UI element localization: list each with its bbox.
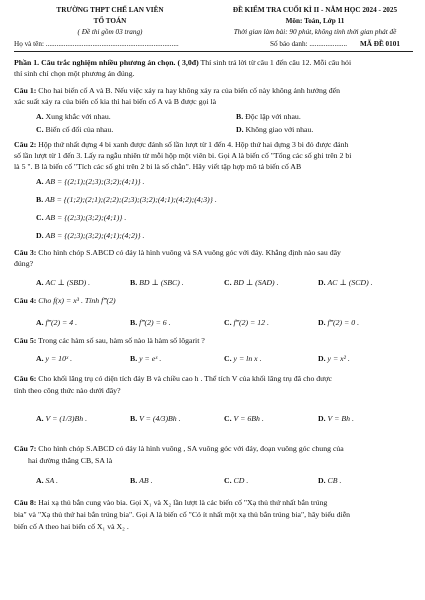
- option-letter: B.: [236, 112, 244, 121]
- option-text: f‴(2) = 0 .: [327, 318, 360, 327]
- option-b[interactable]: [130, 476, 153, 486]
- option-text: SA .: [45, 476, 58, 485]
- question-text: Cho hai biến cố A và B. Nếu việc xảy ra hay không xảy ra của biến cố này không ảnh hưởng đến: [38, 86, 340, 95]
- question-label: Câu 5:: [14, 336, 37, 345]
- question-label: Câu 6:: [14, 374, 37, 383]
- option-text: BD ⊥ (SBC) .: [139, 278, 184, 287]
- option-letter: B.: [130, 476, 138, 485]
- time-note: Thời gian làm bài: 90 phút, không tính thời gian phát đề: [233, 28, 397, 36]
- exam-title: ĐỀ KIỂM TRA CUỐI KÌ II - NĂM HỌC 2024 - 2025: [232, 6, 398, 14]
- option-text: f‴(2) = 12 .: [233, 318, 269, 327]
- option-d[interactable]: [36, 231, 145, 241]
- option-letter: A.: [36, 177, 44, 186]
- question-text: là 5 ". B là biến cố "Tích các số ghi trên 2 bi là số chẵn". Hãy viết tập hợp mô tả biến cố AB: [14, 162, 302, 171]
- question-text: Cho khối lăng trụ có diện tích đáy B và chiều cao h . Thể tích V của khối lăng trụ đã cho được: [38, 374, 332, 383]
- question-text: tính theo công thức nào dưới đây?: [14, 386, 121, 395]
- question-2: [14, 140, 348, 150]
- option-text: V = Bh .: [327, 414, 354, 423]
- option-text: BD ⊥ (SAD) .: [233, 278, 279, 287]
- part1-title: Phần 1. Câu trắc nghiệm nhiều phương án chọn. ( 3,0đ): [14, 58, 199, 67]
- option-letter: A.: [36, 414, 44, 423]
- option-letter: D.: [318, 318, 326, 327]
- option-letter: C.: [224, 354, 232, 363]
- option-c[interactable]: [224, 476, 248, 486]
- option-letter: B.: [130, 414, 138, 423]
- option-text: Xung khắc với nhau.: [45, 112, 111, 121]
- question-8: [14, 498, 327, 508]
- option-text: AB = {(1;2);(2;1);(2;2);(2;3);(3;2);(4;1);(4;2);(4;3)} .: [45, 195, 217, 204]
- option-d[interactable]: [318, 414, 354, 424]
- question-label: Câu 2:: [14, 140, 37, 149]
- option-a[interactable]: [36, 414, 87, 424]
- question-text: biến cố A theo hai biến cố X₁ và X₂ .: [14, 522, 129, 531]
- option-d[interactable]: [318, 278, 373, 288]
- question-text: đúng?: [14, 259, 34, 268]
- option-letter: C.: [224, 278, 232, 287]
- question-text: Cho f(x) = x³ . Tính f‴(2): [38, 296, 116, 305]
- option-b[interactable]: [130, 278, 184, 288]
- school-name: TRƯỜNG THPT CHẾ LAN VIÊN: [56, 6, 164, 14]
- option-letter: A.: [36, 318, 44, 327]
- option-letter: B.: [130, 278, 138, 287]
- question-text: bia" và "Xạ thủ thứ hai bắn trúng bia". Gọi A là biến cố "Có ít nhất một xạ thủ bắn trúng bia", hãy biểu diễn: [14, 510, 351, 519]
- question-label: Câu 7:: [14, 444, 37, 453]
- option-letter: D.: [236, 125, 244, 134]
- question-text: Hộp thứ nhất đựng 4 bi xanh được đánh số lần lượt từ 1 đến 4. Hộp thứ hai đựng 3 bi đỏ được đánh: [38, 140, 349, 149]
- option-text: y = ln x .: [233, 354, 262, 363]
- option-text: CB .: [327, 476, 342, 485]
- option-a[interactable]: [36, 177, 145, 187]
- option-letter: A.: [36, 354, 44, 363]
- question-4: [14, 296, 116, 306]
- option-c[interactable]: [224, 414, 264, 424]
- option-b[interactable]: [130, 414, 181, 424]
- exam-code: MÃ ĐỀ 0101: [360, 40, 400, 48]
- option-letter: C.: [36, 213, 44, 222]
- option-d[interactable]: [318, 354, 350, 364]
- part1-intro-2: thí sinh chỉ chọn một phương án đúng.: [14, 69, 135, 78]
- option-text: Biến cố đối của nhau.: [45, 125, 114, 134]
- option-text: AB = {(2;3);(3;2);(4;1)} .: [45, 213, 127, 222]
- option-a[interactable]: [36, 354, 72, 364]
- pages-note: ( Đề thi gồm 03 trang): [77, 28, 143, 36]
- option-text: y = x² .: [327, 354, 350, 363]
- option-letter: D.: [318, 354, 326, 363]
- option-letter: D.: [318, 476, 326, 485]
- option-text: f‴(2) = 4 .: [45, 318, 78, 327]
- subject-line: Môn: Toán, Lớp 11: [285, 17, 345, 25]
- option-text: AC ⊥ (SCD) .: [327, 278, 373, 287]
- question-1: [14, 86, 340, 96]
- question-5: [14, 336, 205, 346]
- question-label: Câu 8:: [14, 498, 37, 507]
- option-text: AC ⊥ (SBD) .: [45, 278, 91, 287]
- option-text: V = 6Bh .: [233, 414, 264, 423]
- option-d[interactable]: [318, 476, 341, 486]
- option-letter: A.: [36, 278, 44, 287]
- option-a[interactable]: [36, 278, 90, 288]
- question-3: [14, 248, 341, 258]
- header-divider: [14, 51, 413, 52]
- question-text: Cho hình chóp S.ABCD có đáy là hình vuông , SA vuông góc với đáy, đoạn vuông góc chung của: [38, 444, 344, 453]
- option-letter: B.: [130, 354, 138, 363]
- option-c[interactable]: [36, 213, 126, 223]
- option-text: AB .: [139, 476, 153, 485]
- option-c[interactable]: [224, 354, 262, 364]
- question-text: số lần lượt từ 1 đến 3. Lấy ra ngẫu nhiên từ mỗi hộp một viên bi. Gọi A là biến cố "Tổng các số ghi trên 2 bi: [14, 151, 352, 160]
- name-line: Họ và tên: ..........................................................................: [14, 40, 179, 48]
- group-name: TỔ TOÁN: [93, 17, 127, 25]
- option-text: V = (4/3)Bh .: [139, 414, 181, 423]
- option-letter: D.: [318, 278, 326, 287]
- option-c[interactable]: [36, 125, 113, 135]
- question-text: xác suất xảy ra của biến cố kia thì hai biến cố A và B được gọi là: [14, 97, 217, 106]
- id-line: Số báo danh: .....................: [270, 40, 348, 48]
- question-text: Hai xạ thủ bắn cung vào bia. Gọi X₁ và X₂ lần lượt là các biến cố "Xạ thủ thứ nhất bắn trúng: [38, 498, 328, 507]
- option-text: V = (1/3)Bh .: [45, 414, 88, 423]
- option-b[interactable]: [236, 112, 301, 122]
- question-7: [14, 444, 344, 454]
- option-c[interactable]: [224, 278, 279, 288]
- option-text: CD .: [233, 476, 249, 485]
- option-text: Độc lập với nhau.: [245, 112, 301, 121]
- option-text: y = 10ˣ .: [45, 354, 73, 363]
- question-label: Câu 1:: [14, 86, 37, 95]
- question-label: Câu 3:: [14, 248, 37, 257]
- option-d[interactable]: [236, 125, 313, 135]
- option-letter: B.: [130, 318, 138, 327]
- option-letter: C.: [224, 476, 232, 485]
- option-text: f‴(2) = 6 .: [139, 318, 171, 327]
- option-text: Không giao với nhau.: [245, 125, 314, 134]
- option-text: y = eˣ .: [139, 354, 162, 363]
- option-a[interactable]: [36, 112, 111, 122]
- question-6: [14, 374, 332, 384]
- option-letter: D.: [36, 231, 44, 240]
- option-text: AB = {(2;1);(2;3);(3;2);(4;1)} .: [45, 177, 145, 186]
- option-letter: B.: [36, 195, 44, 204]
- option-d[interactable]: [318, 318, 359, 328]
- option-b[interactable]: [36, 195, 217, 205]
- option-b[interactable]: [130, 354, 161, 364]
- question-label: Câu 4:: [14, 296, 37, 305]
- part1-intro-1: Thí sinh trả lời từ câu 1 đến câu 12. Mỗi câu hỏi: [200, 58, 352, 67]
- option-c[interactable]: [224, 318, 269, 328]
- option-letter: A.: [36, 112, 44, 121]
- option-letter: A.: [36, 476, 44, 485]
- question-text: hai đường thẳng CB, SA là: [28, 456, 113, 465]
- option-text: AB = {(2;3);(3;2);(4;1);(4;2)} .: [45, 231, 145, 240]
- option-letter: D.: [318, 414, 326, 423]
- part1-heading: [14, 58, 351, 68]
- question-text: Trong các hàm số sau, hàm số nào là hàm số lôgarit ?: [38, 336, 205, 345]
- option-letter: C.: [36, 125, 44, 134]
- option-a[interactable]: [36, 476, 58, 486]
- option-a[interactable]: [36, 318, 77, 328]
- question-text: Cho hình chóp S.ABCD có đáy là hình vuông và SA vuông góc với đáy. Khẳng định nào sau đây: [38, 248, 341, 257]
- option-letter: C.: [224, 318, 232, 327]
- option-letter: C.: [224, 414, 232, 423]
- option-b[interactable]: [130, 318, 171, 328]
